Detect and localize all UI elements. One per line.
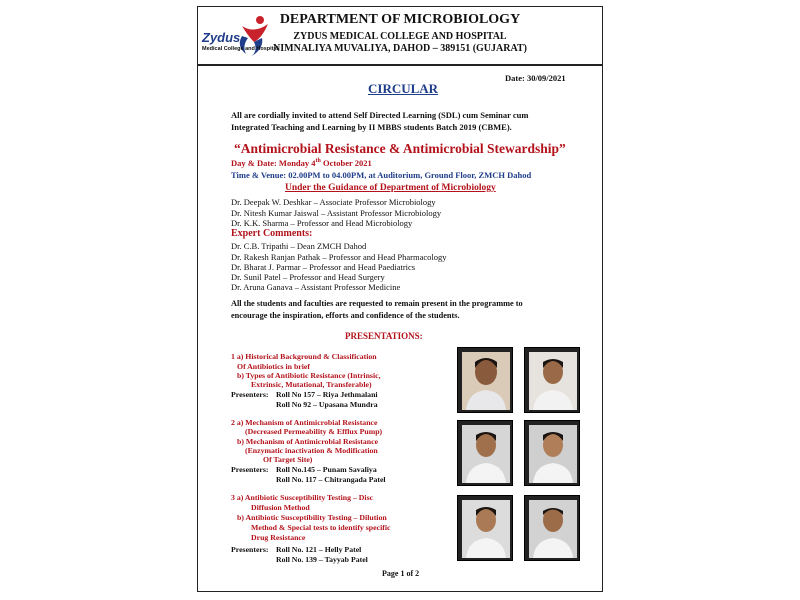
presentation-topic: Diffusion Method: [251, 503, 310, 512]
presentation-topic: Of Target Site): [263, 455, 313, 464]
presenter: Roll No 92 – Upasana Mundra: [276, 400, 378, 409]
presenter-label: Presenters:: [231, 545, 269, 554]
time-venue: Time & Venue: 02.00PM to 04.00PM, at Auditorium, Ground Floor, ZMCH Dahod: [231, 170, 532, 180]
presentation-topic: Of Antibiotics in brief: [237, 362, 310, 371]
presenter-photo: [524, 495, 580, 561]
guidance-item: Dr. K.K. Sharma – Professor and Head Microbiology: [231, 218, 413, 228]
presentation-topic: 1 a) Historical Background & Classification: [231, 352, 377, 361]
day-date: [231, 158, 372, 168]
presentation-topic: b) Antibiotic Susceptibility Testing – Dilution: [237, 513, 387, 522]
presentation-topic: b) Types of Antibiotic Resistance (Intrinsic,: [237, 371, 381, 380]
college-address: NIMNALIYA MUVALIYA, DAHOD – 389151 (GUJARAT): [273, 43, 527, 54]
circular-title: CIRCULAR: [368, 81, 439, 96]
header-divider: [197, 64, 603, 66]
page-number: Page 1 of 2: [382, 569, 420, 578]
day-date-sup: th: [315, 158, 321, 165]
closing-line-2: encourage the inspiration, efforts and confidence of the students.: [231, 311, 460, 320]
presentation-topic: Extrinsic, Mutational, Transferable): [251, 380, 372, 389]
presentation-topic: (Enzymatic inactivation & Modification: [245, 446, 378, 455]
presentations-heading: PRESENTATIONS:: [345, 331, 423, 341]
presenter-photo: [457, 495, 513, 561]
intro-line-1: All are cordially invited to attend Self Directed Learning (SDL) cum Seminar cum: [231, 110, 529, 120]
presentation-topic: (Decreased Permeability & Efflux Pump): [245, 427, 383, 436]
logo-subtext: Medical College and Hospital: [202, 46, 279, 52]
expert-item: Dr. C.B. Tripathi – Dean ZMCH Dahod: [231, 241, 367, 251]
expert-item: Dr. Aruna Ganava – Assistant Professor Medicine: [231, 282, 401, 292]
day-date-suffix: October 2021: [320, 158, 372, 168]
presenter-photo: [524, 347, 580, 413]
seminar-topic: “Antimicrobial Resistance & Antimicrobial Stewardship”: [234, 141, 566, 156]
presenter: Roll No. 117 – Chitrangada Patel: [276, 475, 386, 484]
expert-item: Dr. Sunil Patel – Professor and Head Surgery: [231, 272, 385, 282]
presenter-label: Presenters:: [231, 465, 269, 474]
guidance-item: Dr. Deepak W. Deshkar – Associate Professor Microbiology: [231, 197, 436, 207]
presentation-topic: 2 a) Mechanism of Antimicrobial Resistance: [231, 418, 378, 427]
day-date-prefix: Day & Date: Monday 4: [231, 158, 316, 168]
expert-item: Dr. Rakesh Ranjan Pathak – Professor and Head Pharmacology: [231, 252, 447, 262]
guidance-item: Dr. Nitesh Kumar Jaiswal – Assistant Professor Microbiology: [231, 208, 442, 218]
presenter: Roll No. 139 – Tayyab Patel: [276, 555, 368, 564]
presenter: Roll No. 121 – Helly Patel: [276, 545, 362, 554]
presenter-photo: [457, 420, 513, 486]
presenter: Roll No.145 – Punam Savaliya: [276, 465, 377, 474]
circular-date: Date: 30/09/2021: [505, 73, 566, 83]
presenter-label: Presenters:: [231, 390, 269, 399]
presentation-topic: Method & Special tests to identify specific: [251, 523, 391, 532]
department-title: DEPARTMENT OF MICROBIOLOGY: [279, 12, 521, 27]
presentation-topic: 3 a) Antibiotic Susceptibility Testing – Disc: [231, 493, 374, 502]
presentation-topic: b) Mechanism of Antimicrobial Resistance: [237, 437, 379, 446]
logo-wordmark: Zydus: [202, 30, 241, 45]
presentation-topic: Drug Resistance: [251, 533, 306, 542]
expert-item: Dr. Bharat J. Parmar – Professor and Head Paediatrics: [231, 262, 416, 272]
college-name: ZYDUS MEDICAL COLLEGE AND HOSPITAL: [293, 31, 507, 42]
presenter: Roll No 157 – Riya Jethmalani: [276, 390, 378, 399]
closing-line-1: All the students and faculties are requested to remain present in the programme to: [231, 299, 523, 308]
expert-heading: Expert Comments:: [231, 228, 313, 239]
presenter-photo: [457, 347, 513, 413]
presenter-photo: [524, 420, 580, 486]
guidance-heading: Under the Guidance of Department of Microbiology: [285, 183, 496, 193]
intro-line-2: Integrated Teaching and Learning by II MBBS students Batch 2019 (CBME).: [231, 122, 512, 132]
